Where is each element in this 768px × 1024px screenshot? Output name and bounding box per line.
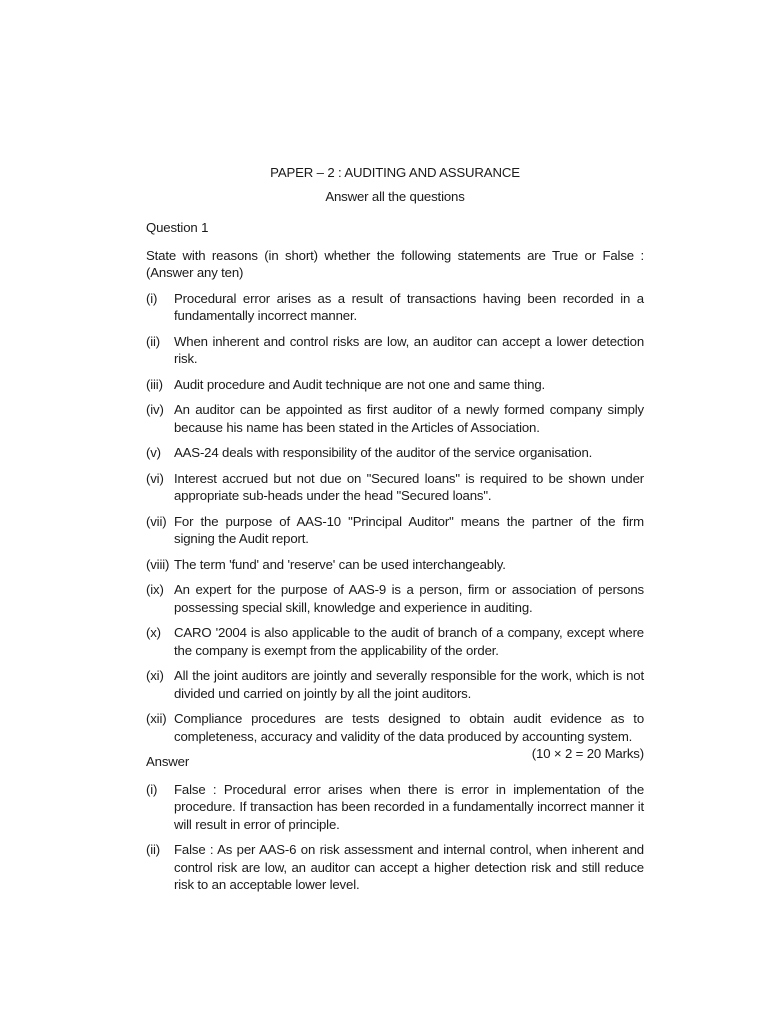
answer-item bbox=[146, 841, 644, 894]
answer-number: (i) bbox=[146, 781, 158, 797]
statement-item bbox=[146, 333, 644, 368]
statement-number: (vi) bbox=[146, 470, 164, 486]
statement-item bbox=[146, 556, 644, 574]
statement-text: Procedural error arises as a result of transactions having been recorded in a fundamentally incorrect manner. bbox=[174, 290, 644, 323]
statement-number: (vii) bbox=[146, 513, 167, 529]
answer-item bbox=[146, 781, 644, 834]
statement-number: (i) bbox=[146, 290, 158, 306]
answer-heading: Answer bbox=[146, 754, 190, 769]
statement-text: CARO '2004 is also applicable to the audit of branch of a company, except where the company is exempt from the applicability of the order. bbox=[174, 625, 644, 658]
statement-item bbox=[146, 376, 644, 394]
statement-text: Interest accrued but not due on "Secured loans" is required to be shown under appropriate sub-heads under the head "Secured loans". bbox=[174, 470, 644, 503]
statement-item bbox=[146, 667, 644, 702]
statement-item bbox=[146, 444, 644, 462]
statement-text: All the joint auditors are jointly and severally responsible for the work, which is not divided und carried on jointly by all the joint auditors. bbox=[174, 668, 644, 701]
statement-text: For the purpose of AAS-10 "Principal Auditor" means the partner of the firm signing the Audit report. bbox=[174, 513, 644, 546]
statement-item bbox=[146, 624, 644, 659]
statement-text: When inherent and control risks are low, an auditor can accept a lower detection risk. bbox=[174, 333, 644, 366]
statement-number: (iv) bbox=[146, 402, 164, 417]
statement-item bbox=[146, 401, 644, 436]
statement-number: (xi) bbox=[146, 668, 164, 683]
question-instruction: State with reasons (in short) whether the following statements are True or False :(Answer any ten) bbox=[146, 247, 644, 280]
paper-title: PAPER – 2 : AUDITING AND ASSURANCE bbox=[270, 165, 520, 180]
statement-item bbox=[146, 290, 644, 325]
statement-item bbox=[146, 513, 644, 548]
statement-text: AAS-24 deals with responsibility of the auditor of the service organisation. bbox=[174, 445, 593, 460]
statement-text: An expert for the purpose of AAS-9 is a person, firm or association of persons possessing special skill, knowledge and experience in auditing. bbox=[174, 582, 644, 615]
statement-text: Audit procedure and Audit technique are not one and same thing. bbox=[174, 376, 546, 392]
statement-text: Compliance procedures are tests designed to obtain audit evidence as to completeness, accuracy and validity of the data produced by accounting system. bbox=[174, 711, 644, 744]
statement-text: An auditor can be appointed as first auditor of a newly formed company simply because his name has been stated in the Articles of Association. bbox=[174, 402, 644, 435]
statement-item bbox=[146, 710, 644, 761]
marks-allocation: (10 × 2 = 20 Marks) bbox=[531, 746, 644, 761]
statement-number: (v) bbox=[146, 445, 161, 460]
statement-item bbox=[146, 470, 644, 505]
document-page bbox=[146, 164, 644, 902]
statement-text: The term 'fund' and 'reserve' can be used interchangeably. bbox=[174, 556, 506, 572]
statement-number: (x) bbox=[146, 625, 161, 640]
paper-subtitle: Answer all the questions bbox=[325, 188, 465, 204]
statement-number: (iii) bbox=[146, 376, 163, 392]
answer-text: False : Procedural error arises when there is error in implementation of the procedure. If transaction has been recorded in a fundamentally incorrect manner it will result in error of principle. bbox=[174, 781, 644, 832]
answer-number: (ii) bbox=[146, 842, 161, 857]
answer-text: False : As per AAS-6 on risk assessment and internal control, when inherent and control risk are low, an auditor can accept a higher detection risk and still reduce risk to an acceptable lower level. bbox=[174, 842, 644, 892]
statement-number: (xii) bbox=[146, 711, 167, 726]
statement-number: (ii) bbox=[146, 333, 161, 349]
statement-item bbox=[146, 581, 644, 616]
question-heading: Question 1 bbox=[146, 220, 209, 235]
statement-number: (ix) bbox=[146, 582, 164, 597]
statement-number: (viii) bbox=[146, 556, 170, 572]
